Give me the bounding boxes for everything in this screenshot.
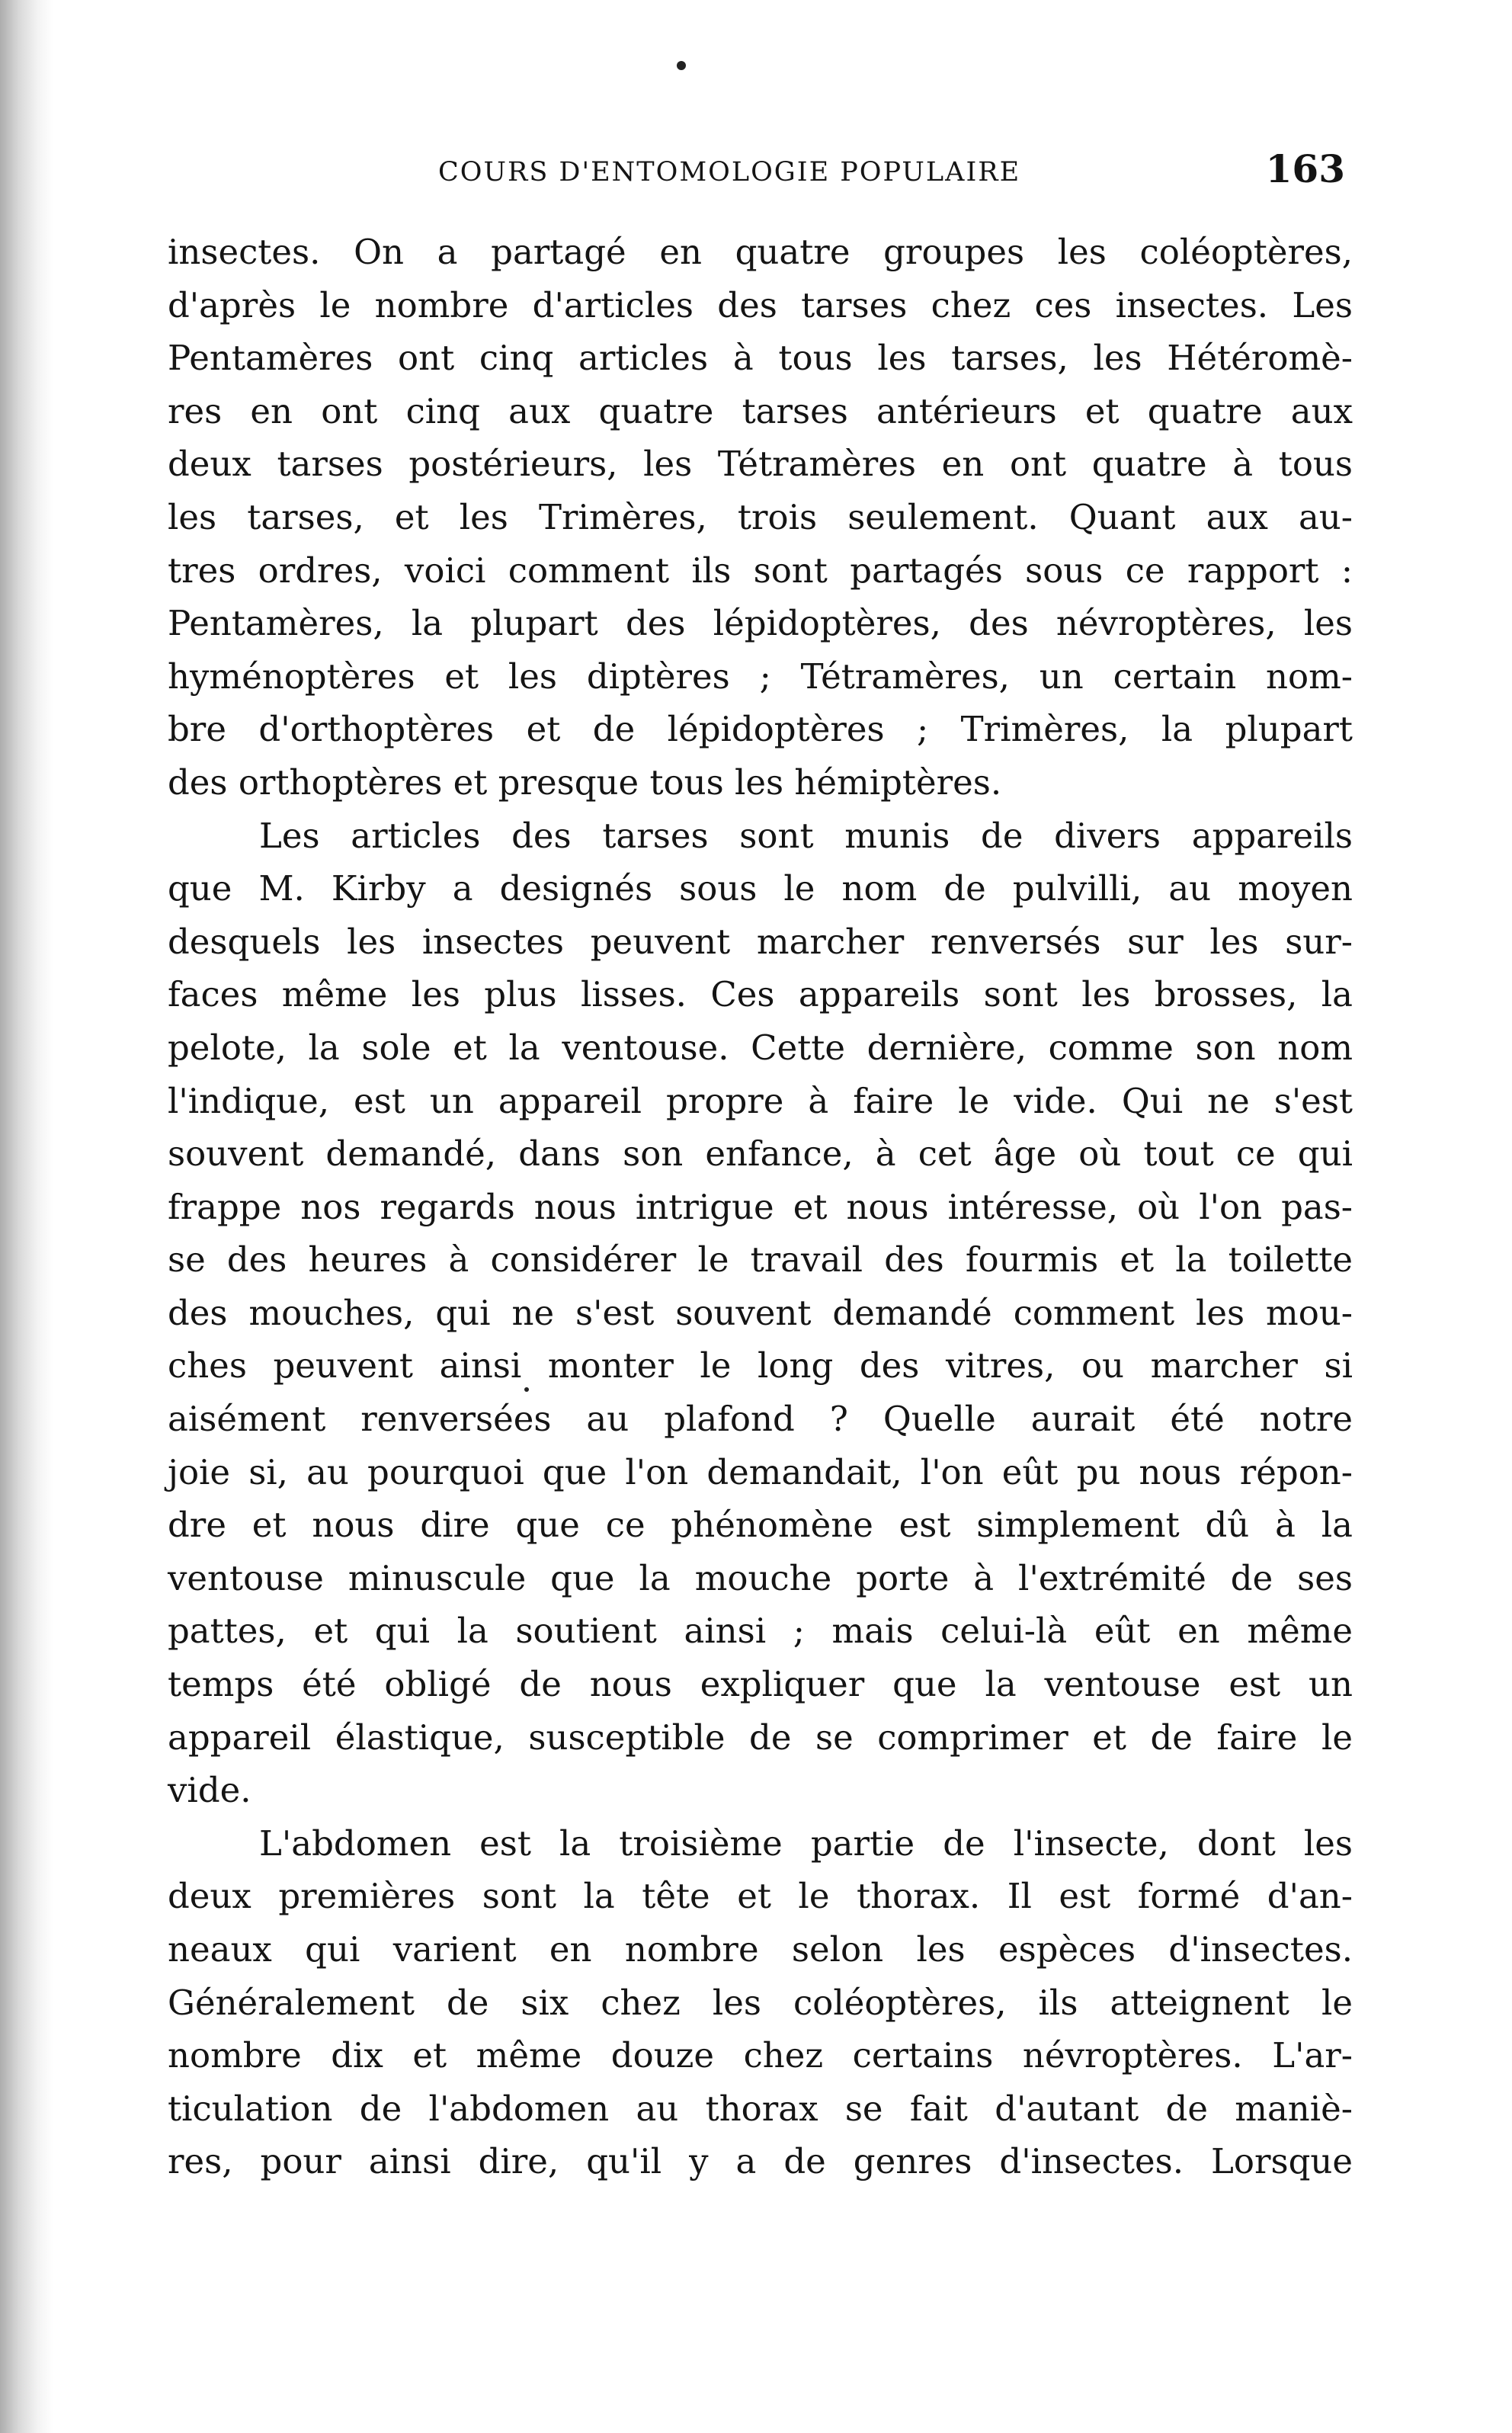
page-edge-shadow bbox=[0, 0, 53, 2433]
text-line: ches peuvent ainsi monter le long des vitres, ou marcher si bbox=[168, 1345, 1353, 1386]
text-line: hyménoptères et les diptères ; Tétramères, un certain nom- bbox=[168, 656, 1353, 697]
text-line: temps été obligé de nous expliquer que la ventouse est un bbox=[168, 1664, 1353, 1705]
text-line: faces même les plus lisses. Ces appareils sont les brosses, la bbox=[168, 974, 1353, 1015]
text-line: des mouches, qui ne s'est souvent demandé comment les mou- bbox=[168, 1292, 1353, 1333]
text-line: Les articles des tarses sont munis de divers appareils bbox=[259, 815, 1353, 856]
text-line: tres ordres, voici comment ils sont partagés sous ce rapport : bbox=[168, 550, 1353, 591]
text-line: Pentamères ont cinq articles à tous les tarses, les Hétéromè- bbox=[168, 338, 1353, 379]
text-line: appareil élastique, susceptible de se comprimer et de faire le bbox=[168, 1717, 1353, 1758]
text-line: ventouse minuscule que la mouche porte à l'extrémité de ses bbox=[168, 1557, 1353, 1598]
text-line: pattes, et qui la soutient ainsi ; mais celui-là eût en même bbox=[168, 1611, 1353, 1652]
text-line: aisément renversées au plafond ? Quelle aurait été notre bbox=[168, 1399, 1353, 1440]
page-number: 163 bbox=[1265, 146, 1345, 191]
body-text bbox=[168, 226, 1353, 2188]
text-line: ticulation de l'abdomen au thorax se fait d'autant de maniè- bbox=[168, 2088, 1353, 2129]
text-line: Généralement de six chez les coléoptères, ils atteignent le bbox=[168, 1982, 1353, 2023]
text-line: l'indique, est un appareil propre à faire le vide. Qui ne s'est bbox=[168, 1080, 1353, 1121]
text-line: L'abdomen est la troisième partie de l'insecte, dont les bbox=[259, 1822, 1353, 1864]
text-line: nombre dix et même douze chez certains névroptères. L'ar- bbox=[168, 2035, 1353, 2076]
print-speck bbox=[677, 61, 686, 70]
text-line: d'après le nombre d'articles des tarses chez ces insectes. Les bbox=[168, 284, 1353, 325]
text-line: bre d'orthoptères et de lépidoptères ; Trimères, la plupart bbox=[168, 709, 1353, 750]
text-line: joie si, au pourquoi que l'on demandait, l'on eût pu nous répon- bbox=[168, 1451, 1353, 1492]
text-line: Pentamères, la plupart des lépidoptères, des névroptères, les bbox=[168, 603, 1353, 644]
text-line: deux premières sont la tête et le thorax. Il est formé d'an- bbox=[168, 1876, 1353, 1917]
text-line: les tarses, et les Trimères, trois seulement. Quant aux au- bbox=[168, 496, 1353, 537]
text-line: se des heures à considérer le travail des fourmis et la toilette bbox=[168, 1239, 1353, 1281]
text-line: deux tarses postérieurs, les Tétramères en ont quatre à tous bbox=[168, 444, 1353, 485]
text-line: que M. Kirby a designés sous le nom de pulvilli, au moyen bbox=[168, 868, 1353, 909]
text-line: neaux qui varient en nombre selon les espèces d'insectes. bbox=[168, 1929, 1353, 1970]
running-head bbox=[438, 146, 1345, 200]
text-line: pelote, la sole et la ventouse. Cette dernière, comme son nom bbox=[168, 1027, 1353, 1068]
text-line: res, pour ainsi dire, qu'il y a de genres d'insectes. Lorsque bbox=[168, 2141, 1353, 2182]
text-line: vide. bbox=[168, 1770, 251, 1811]
text-line: res en ont cinq aux quatre tarses antérieurs et quatre aux bbox=[168, 390, 1353, 431]
text-line: souvent demandé, dans son enfance, à cet âge où tout ce qui bbox=[168, 1133, 1353, 1175]
text-line: dre et nous dire que ce phénomène est simplement dû à la bbox=[168, 1505, 1353, 1546]
text-line: des orthoptères et presque tous les hémiptères. bbox=[168, 761, 1002, 803]
running-title: COURS D'ENTOMOLOGIE POPULAIRE bbox=[438, 157, 1021, 188]
text-line: desquels les insectes peuvent marcher renversés sur les sur- bbox=[168, 921, 1353, 962]
text-line: frappe nos regards nous intrigue et nous intéresse, où l'on pas- bbox=[168, 1186, 1353, 1227]
text-line: insectes. On a partagé en quatre groupes les coléoptères, bbox=[168, 232, 1353, 272]
